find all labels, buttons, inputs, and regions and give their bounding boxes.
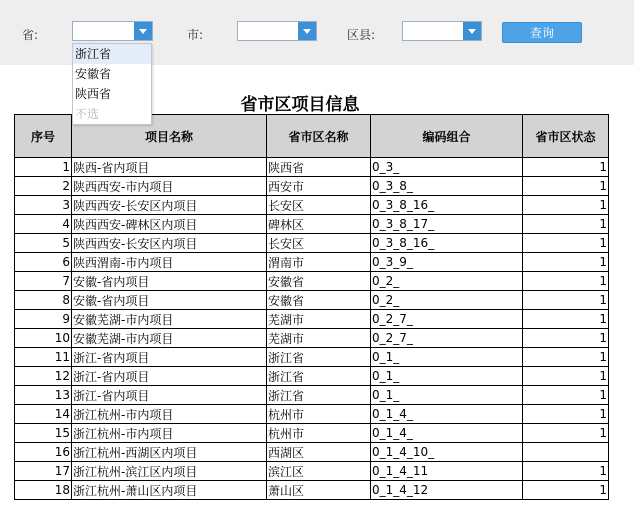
row-number: 9 xyxy=(15,310,72,329)
status-cell: 1 xyxy=(523,253,609,272)
table-row xyxy=(15,177,609,196)
row-number: 10 xyxy=(15,329,72,348)
region-name-cell: 安徽省 xyxy=(267,272,371,291)
status-cell: 1 xyxy=(523,481,609,500)
code-cell: 0_1_ xyxy=(371,348,523,367)
status-cell: 1 xyxy=(523,310,609,329)
code-cell: 0_1_4_ xyxy=(371,405,523,424)
chevron-down-icon[interactable] xyxy=(134,22,152,40)
table-row xyxy=(15,291,609,310)
table-row xyxy=(15,253,609,272)
region-name-cell: 陕西省 xyxy=(267,158,371,177)
project-name-cell: 陕西西安-长安区内项目 xyxy=(72,234,267,253)
region-name-cell: 西安市 xyxy=(267,177,371,196)
status-cell: 1 xyxy=(523,348,609,367)
code-cell: 0_2_7_ xyxy=(371,310,523,329)
table-row xyxy=(15,462,609,481)
region-name-cell: 滨江区 xyxy=(267,462,371,481)
column-header: 编码组合 xyxy=(371,115,523,158)
row-number: 11 xyxy=(15,348,72,367)
report-table xyxy=(14,114,609,500)
project-name-cell: 陕西西安-市内项目 xyxy=(72,177,267,196)
region-name-cell: 渭南市 xyxy=(267,253,371,272)
table-row xyxy=(15,329,609,348)
region-name-cell: 浙江省 xyxy=(267,348,371,367)
row-number: 14 xyxy=(15,405,72,424)
status-cell: 1 xyxy=(523,272,609,291)
column-header: 项目名称 xyxy=(72,115,267,158)
row-number: 3 xyxy=(15,196,72,215)
region-name-cell: 浙江省 xyxy=(267,367,371,386)
column-header: 省市区名称 xyxy=(267,115,371,158)
code-cell: 0_1_ xyxy=(371,386,523,405)
row-number: 18 xyxy=(15,481,72,500)
project-name-cell: 浙江杭州-市内项目 xyxy=(72,405,267,424)
region-name-cell: 长安区 xyxy=(267,196,371,215)
code-cell: 0_3_ xyxy=(371,158,523,177)
province-option[interactable]: 浙江省 xyxy=(73,44,151,64)
district-label: 区县: xyxy=(347,28,376,42)
status-cell xyxy=(523,443,609,462)
project-name-cell: 浙江杭州-滨江区内项目 xyxy=(72,462,267,481)
status-cell: 1 xyxy=(523,177,609,196)
code-cell: 0_3_8_17_ xyxy=(371,215,523,234)
code-cell: 0_1_4_ xyxy=(371,424,523,443)
status-cell: 1 xyxy=(523,424,609,443)
project-name-cell: 安徽-省内项目 xyxy=(72,272,267,291)
project-name-cell: 浙江-省内项目 xyxy=(72,348,267,367)
table-row xyxy=(15,405,609,424)
project-name-cell: 浙江杭州-市内项目 xyxy=(72,424,267,443)
province-option-none[interactable]: 不选 xyxy=(75,107,100,121)
status-cell: 1 xyxy=(523,215,609,234)
code-cell: 0_1_4_11 xyxy=(371,462,523,481)
row-number: 4 xyxy=(15,215,72,234)
table-row xyxy=(15,386,609,405)
province-option[interactable]: 安徽省 xyxy=(75,67,112,81)
table-row xyxy=(15,272,609,291)
code-cell: 0_2_ xyxy=(371,291,523,310)
district-select[interactable] xyxy=(402,21,482,41)
status-cell: 1 xyxy=(523,291,609,310)
region-name-cell: 西湖区 xyxy=(267,443,371,462)
project-name-cell: 浙江杭州-萧山区内项目 xyxy=(72,481,267,500)
row-number: 6 xyxy=(15,253,72,272)
region-name-cell: 杭州市 xyxy=(267,405,371,424)
region-name-cell: 安徽省 xyxy=(267,291,371,310)
project-name-cell: 浙江-省内项目 xyxy=(72,367,267,386)
project-name-cell: 安徽-省内项目 xyxy=(72,291,267,310)
row-number: 8 xyxy=(15,291,72,310)
project-name-cell: 浙江-省内项目 xyxy=(72,386,267,405)
code-cell: 0_2_7_ xyxy=(371,329,523,348)
code-cell: 0_1_ xyxy=(371,367,523,386)
report-title: 省市区项目信息 xyxy=(240,95,360,115)
row-number: 2 xyxy=(15,177,72,196)
region-name-cell: 芜湖市 xyxy=(267,310,371,329)
status-cell: 1 xyxy=(523,196,609,215)
project-name-cell: 陕西渭南-市内项目 xyxy=(72,253,267,272)
code-cell: 0_3_9_ xyxy=(371,253,523,272)
status-cell: 1 xyxy=(523,367,609,386)
chevron-down-icon[interactable] xyxy=(298,22,316,40)
table-row xyxy=(15,215,609,234)
city-label: 市: xyxy=(187,28,204,42)
code-cell: 0_3_8_16_ xyxy=(371,196,523,215)
region-name-cell: 萧山区 xyxy=(267,481,371,500)
row-number: 15 xyxy=(15,424,72,443)
table-row xyxy=(15,348,609,367)
table-row xyxy=(15,424,609,443)
row-number: 17 xyxy=(15,462,72,481)
code-cell: 0_3_8_16_ xyxy=(371,234,523,253)
table-row xyxy=(15,367,609,386)
row-number: 13 xyxy=(15,386,72,405)
table-row xyxy=(15,481,609,500)
chevron-down-icon[interactable] xyxy=(463,22,481,40)
table-row xyxy=(15,234,609,253)
region-name-cell: 长安区 xyxy=(267,234,371,253)
table-row xyxy=(15,443,609,462)
table-row xyxy=(15,158,609,177)
row-number: 7 xyxy=(15,272,72,291)
table-row xyxy=(15,196,609,215)
row-number: 1 xyxy=(15,158,72,177)
city-select[interactable] xyxy=(237,21,317,41)
region-name-cell: 碑林区 xyxy=(267,215,371,234)
project-name-cell: 陕西西安-碑林区内项目 xyxy=(72,215,267,234)
project-name-cell: 安徽芜湖-市内项目 xyxy=(72,310,267,329)
query-button[interactable]: 查询 xyxy=(502,22,582,43)
province-option[interactable]: 陕西省 xyxy=(75,87,112,101)
project-name-cell: 陕西西安-长安区内项目 xyxy=(72,196,267,215)
status-cell: 1 xyxy=(523,386,609,405)
province-dropdown xyxy=(72,43,152,125)
column-header: 序号 xyxy=(15,115,72,158)
region-name-cell: 浙江省 xyxy=(267,386,371,405)
column-header: 省市区状态 xyxy=(523,115,609,158)
status-cell: 1 xyxy=(523,158,609,177)
row-number: 12 xyxy=(15,367,72,386)
row-number: 16 xyxy=(15,443,72,462)
table-row xyxy=(15,310,609,329)
code-cell: 0_3_8_ xyxy=(371,177,523,196)
status-cell: 1 xyxy=(523,234,609,253)
status-cell: 1 xyxy=(523,462,609,481)
region-name-cell: 芜湖市 xyxy=(267,329,371,348)
project-name-cell: 安徽芜湖-市内项目 xyxy=(72,329,267,348)
region-name-cell: 杭州市 xyxy=(267,424,371,443)
project-name-cell: 陕西-省内项目 xyxy=(72,158,267,177)
code-cell: 0_2_ xyxy=(371,272,523,291)
status-cell: 1 xyxy=(523,405,609,424)
project-name-cell: 浙江杭州-西湖区内项目 xyxy=(72,443,267,462)
code-cell: 0_1_4_10_ xyxy=(371,443,523,462)
province-label: 省: xyxy=(22,28,39,42)
code-cell: 0_1_4_12 xyxy=(371,481,523,500)
province-select[interactable] xyxy=(72,21,153,41)
row-number: 5 xyxy=(15,234,72,253)
status-cell: 1 xyxy=(523,329,609,348)
